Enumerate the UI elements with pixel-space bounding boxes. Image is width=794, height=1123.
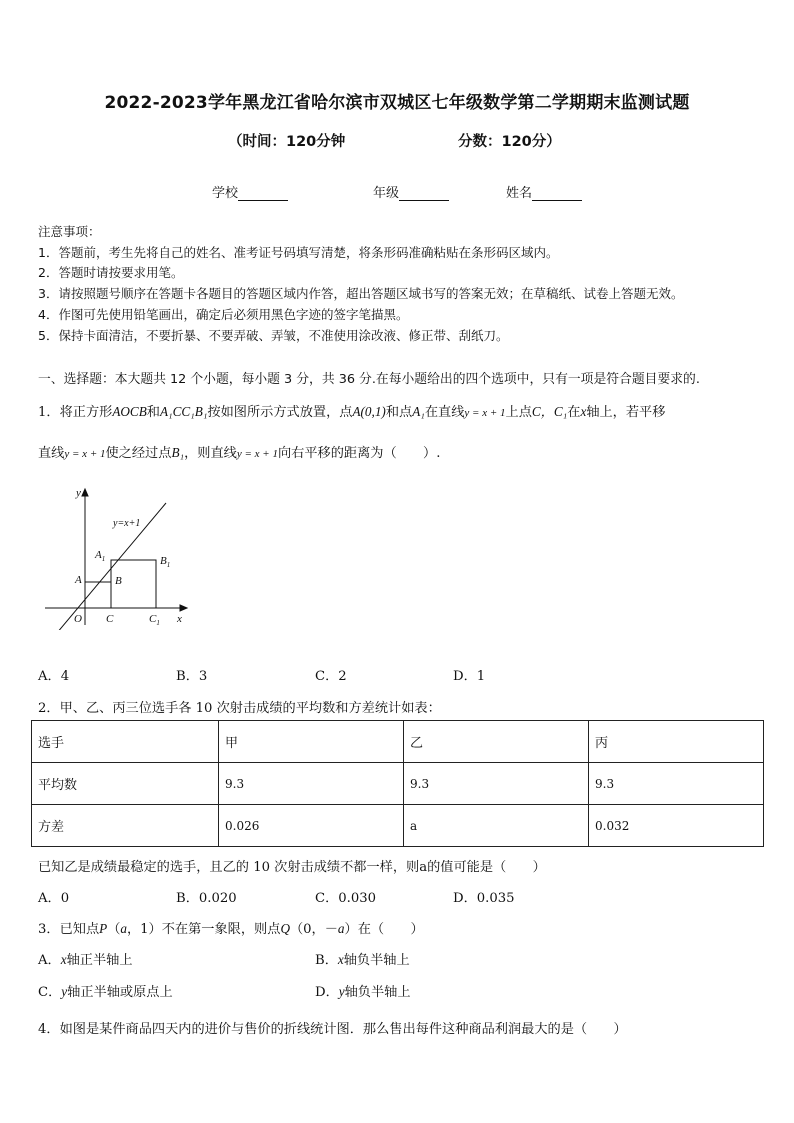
option-letter: D． [315,985,339,1000]
option-var: x [337,952,344,967]
q2-follow: 已知乙是成绩最稳定的选手，且乙的 10 次射击成绩不都一样，则a的值可能是（ ） [38,860,546,875]
y-axis-arrow [82,489,88,496]
option-letter: B． [315,953,338,968]
q1-text: 1．将正方形 [38,405,113,420]
table-cell: 9.3 [404,763,589,805]
q3-option-c[interactable] [38,981,173,1000]
note-item: 3．请按照题号顺序在答题卡各题目的答题区域内作答，超出答题区域书写的答案无效；在草稿纸、试卷上答题无效。 [38,286,684,302]
q1-option-d[interactable]: D．1 [453,669,486,684]
note-item: 4．作图可先使用铅笔画出，确定后必须用黑色字迹的签字笔描黑。 [38,306,409,322]
q3-option-a[interactable] [38,949,133,968]
q1-option-c[interactable]: C．2 [315,669,347,684]
school-blank [238,186,288,201]
fig-label-o: O [74,613,82,625]
q1-text: 和点 [385,405,413,420]
q3-math: Q [280,921,290,936]
fig-label-b1-main: B [160,555,167,567]
fig-label-x: x [177,613,182,625]
score-label: 分数：120分） [458,134,561,150]
q1-math: A₁ [412,404,425,419]
q1-text: 上点 [505,405,532,420]
q1-text: 使之经过点 [105,446,172,461]
table-cell: a [404,805,589,847]
name-blank [532,186,582,201]
q1-math: C₁ [553,404,568,419]
table-row [32,805,764,847]
q1-text: ，则直线 [184,446,237,461]
q3-math: P [99,921,108,936]
table-cell: 平均数 [32,763,219,805]
q1-text: 直线 [38,446,65,461]
q1-text: 在直线 [424,405,465,420]
table-cell: 9.3 [589,763,764,805]
grade-field [373,182,449,201]
table-cell: 乙 [404,721,589,763]
q1-math: y = x + 1 [64,448,106,460]
fig-label-a: A [75,574,82,586]
notes-block [38,222,683,346]
q2-option-b[interactable]: B．0.020 [176,891,237,906]
fig-label-y: y [76,487,81,499]
option-var: y [338,984,345,999]
option-var: y [61,984,68,999]
q1-text: 按如图所示方式放置，点 [207,405,353,420]
q1-math: y = x + 1 [236,448,278,460]
table-row [32,721,764,763]
fig-label-c1-main: C [149,613,157,625]
option-var: x [60,952,67,967]
q1-line2 [38,442,440,461]
q2-stem: 2．甲、乙、丙三位选手各 10 次射击成绩的平均数和方差统计如表： [38,701,441,716]
note-item: 1．答题前，考生先将自己的姓名、准考证号码填写清楚，将条形码准确粘贴在条形码区域内。 [38,244,559,260]
q3-text: ，1）不在第一象限，则点 [126,922,281,937]
fig-label-b: B [115,575,122,587]
q1-option-b[interactable]: B．3 [176,669,208,684]
table-cell: 0.032 [589,805,764,847]
q1-text: 轴上，若平移 [586,405,666,420]
fig-label-c: C [106,613,114,625]
page-title: 2022-2023学年黑龙江省哈尔滨市双城区七年级数学第二学期期末监测试题 [104,93,690,113]
school-field [212,182,288,201]
x-axis-arrow [180,605,187,611]
q1-math: B₁ [171,445,185,460]
fig-label-c1 [149,613,160,627]
option-letter: C． [38,985,62,1000]
q1-math: A(0,1) [352,404,386,419]
q4-stem: 4．如图是某件商品四天内的进价与售价的折线统计图．那么售出每件这种商品利润最大的是（ ） [38,1022,627,1037]
q3-text: （0，－ [289,922,338,937]
fig-label-b1-sub: 1 [166,561,171,569]
table-cell: 方差 [32,805,219,847]
q2-stats-table [31,720,764,847]
line-y-x-plus-1 [46,503,166,630]
table-cell: 9.3 [219,763,404,805]
note-item: 5．保持卡面清洁，不要折暴、不要弄破、弄皱，不准使用涂改液、修正带、刮纸刀。 [38,327,509,343]
section-heading: 一、选择题：本大题共 12 个小题，每小题 3 分，共 36 分.在每小题给出的四个选项中，只有一项是符合题目要求的. [38,372,700,387]
table-cell: 甲 [219,721,404,763]
option-text: 轴正半轴或原点上 [67,985,173,1000]
option-letter: A． [38,953,61,968]
q3-math: a [337,921,345,936]
fig-label-eq: y=x+1 [113,518,141,529]
fig-label-a1-sub: 1 [101,555,106,563]
notes-heading: 注意事项： [38,224,101,239]
fig-label-a1-main: A [95,549,102,561]
q1-text: 在 [567,405,581,420]
grade-label: 年级 [373,186,400,201]
grade-blank [399,186,449,201]
q3-stem [38,918,424,937]
school-label: 学校 [212,186,239,201]
q1-option-a[interactable]: A．4 [38,669,70,684]
q1-figure [40,480,200,630]
q3-text: 3．已知点 [38,922,100,937]
fig-label-b1 [160,555,170,569]
table-row [32,763,764,805]
option-text: 轴负半轴上 [344,985,411,1000]
q1-math: AOCB [112,404,147,419]
q1-math: C， [531,404,554,419]
option-text: 轴正半轴上 [66,953,133,968]
q3-math: a [120,921,127,936]
q3-option-b[interactable] [315,949,410,968]
time-label: （时间：120分钟 [228,134,346,150]
q2-option-d[interactable]: D．0.035 [453,891,515,906]
q2-option-a[interactable]: A．0 [38,891,70,906]
q1-line1 [38,401,665,420]
q3-text: ）在（ ） [344,922,424,937]
name-label: 姓名 [506,186,533,201]
q3-text: （ [107,922,121,937]
q1-text: 和 [146,405,160,420]
table-cell: 选手 [32,721,219,763]
fig-label-a1 [94,549,105,563]
table-cell: 0.026 [219,805,404,847]
table-cell: 丙 [589,721,764,763]
option-text: 轴负半轴上 [343,953,410,968]
q1-math: x [580,404,587,419]
q1-math: y = x + 1 [464,407,506,419]
name-field [506,182,582,201]
q3-option-d[interactable] [315,981,411,1000]
note-item: 2．答题时请按要求用笔。 [38,265,184,281]
fig-label-c1-sub: 1 [156,619,160,627]
q2-option-c[interactable]: C．0.030 [315,891,377,906]
q1-text: 向右平移的距离为（ ）. [277,446,441,461]
q1-math: A₁CC₁B₁ [159,404,208,419]
